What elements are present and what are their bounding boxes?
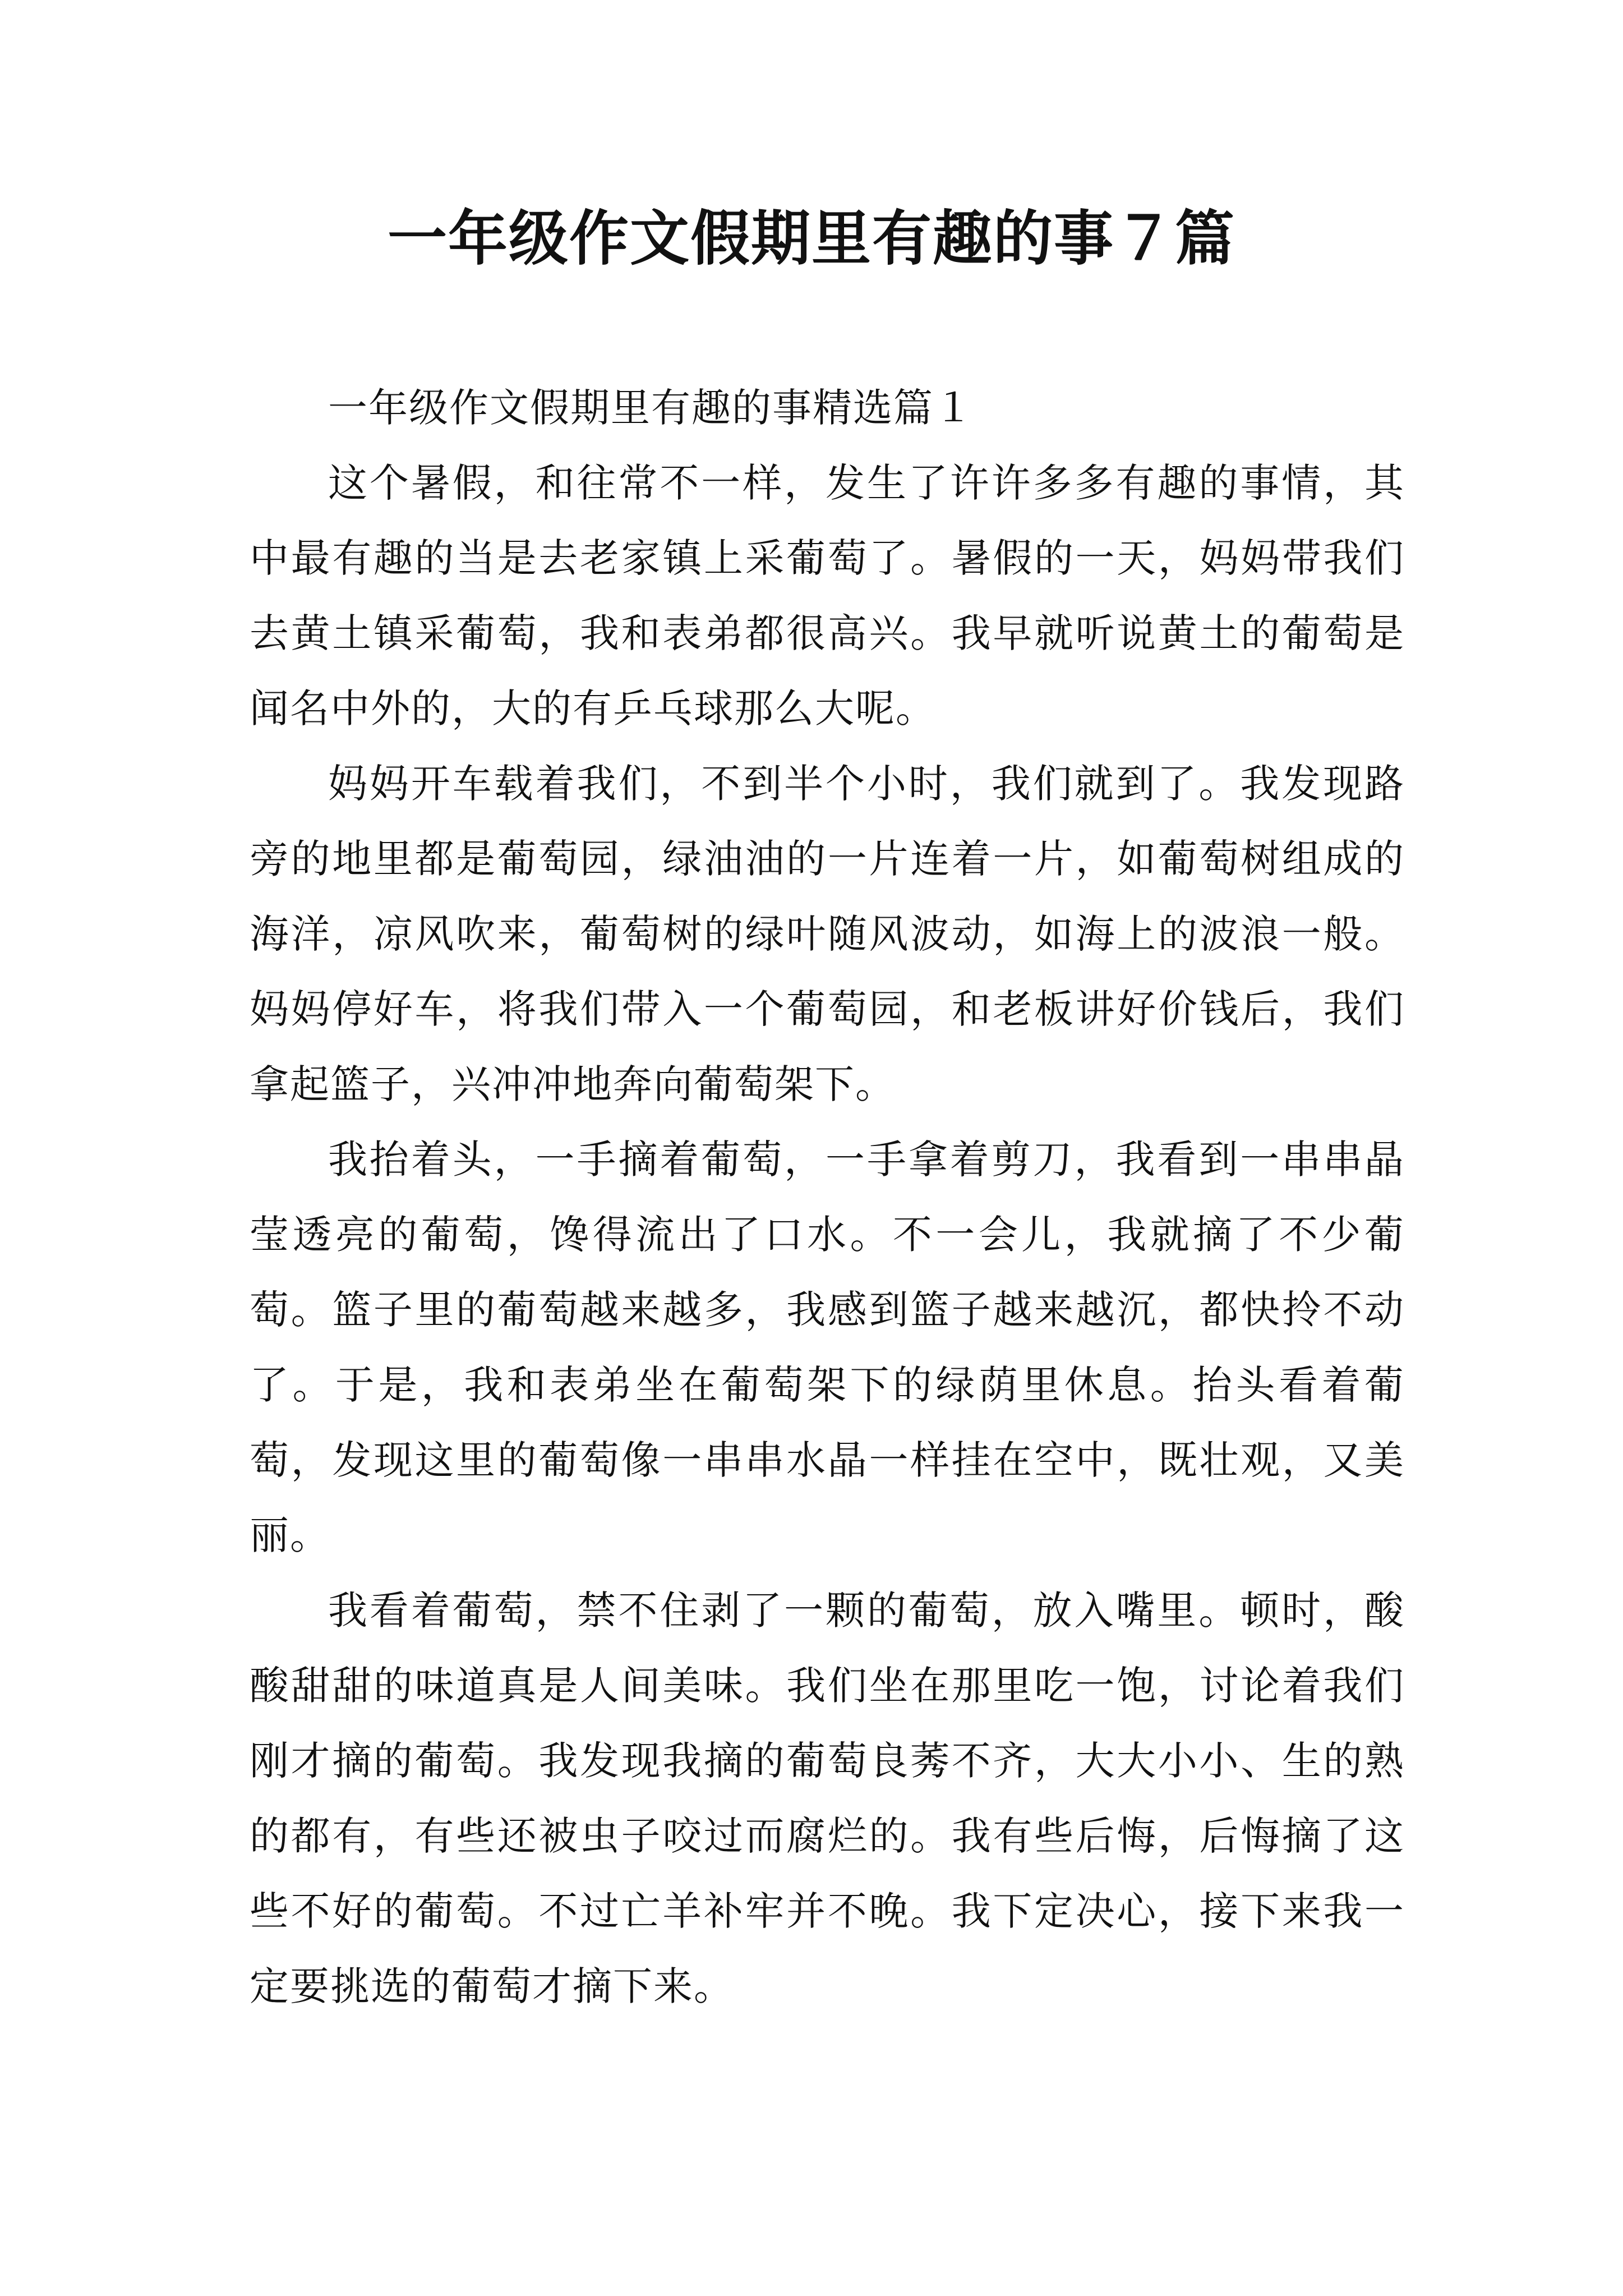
section-heading: 一年级作文假期里有趣的事精选篇１ bbox=[328, 385, 974, 431]
document-body bbox=[250, 370, 1405, 2024]
paragraph-2: 妈妈开车载着我们，不到半个小时，我们就到了。我发现路旁的地里都是葡萄园，绿油油的一片连着一片，如葡萄树组成的海洋，凉风吹来，葡萄树的绿叶随风波动，如海上的波浪一般。妈妈停好车，将我们带入一个葡萄园，和老板讲好价钱后，我们拿起篮子，兴冲冲地奔向葡萄架下。 bbox=[250, 761, 1405, 1107]
paragraph-4: 我看着葡萄，禁不住剥了一颗的葡萄，放入嘴里。顿时，酸酸甜甜的味道真是人间美味。我们坐在那里吃一饱，讨论着我们刚才摘的葡萄。我发现我摘的葡萄良莠不齐，大大小小、生的熟的都有，有些还被虫子咬过而腐烂的。我有些后悔，后悔摘了这些不好的葡萄。不过亡羊补牢并不晚。我下定决心，接下来我一定要挑选的葡萄才摘下来。 bbox=[250, 1588, 1405, 2009]
page-title: 一年级作文假期里有趣的事７篇 bbox=[388, 203, 1235, 273]
paragraph-1: 这个暑假，和往常不一样，发生了许许多多有趣的事情，其中最有趣的当是去老家镇上采葡萄了。暑假的一天，妈妈带我们去黄土镇采葡萄，我和表弟都很高兴。我早就听说黄土的葡萄是闻名中外的，大的有乒乓球那么大呢。 bbox=[250, 460, 1405, 731]
paragraph-3: 我抬着头，一手摘着葡萄，一手拿着剪刀，我看到一串串晶莹透亮的葡萄，馋得流出了口水。不一会儿，我就摘了不少葡萄。篮子里的葡萄越来越多，我感到篮子越来越沉，都快拎不动了。于是，我和表弟坐在葡萄架下的绿荫里休息。抬头看着葡萄，发现这里的葡萄像一串串水晶一样挂在空中，既壮观，又美丽。 bbox=[250, 1137, 1405, 1558]
